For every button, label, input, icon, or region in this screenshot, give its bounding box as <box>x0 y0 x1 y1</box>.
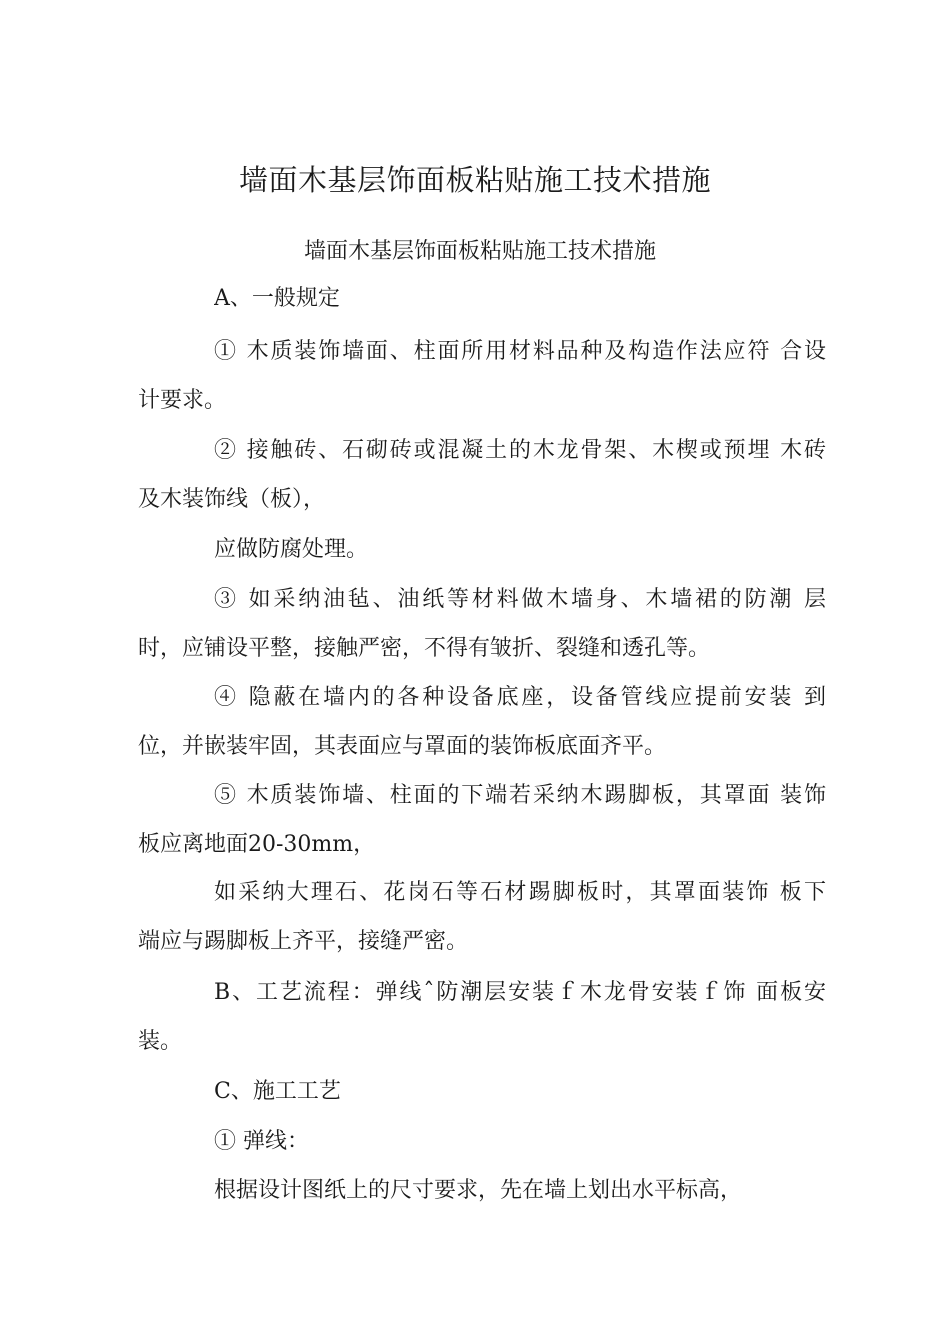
paragraph-line: 根据设计图纸上的尺寸要求，先在墙上划出水平标高， <box>214 1178 743 1203</box>
paragraph-line: ② 接触砖、石砌砖或混凝土的木龙骨架、木楔或预埋 木砖 <box>214 438 826 463</box>
subheading-line: ① 弹线： <box>214 1129 309 1154</box>
paragraph-line: 时，应铺设平整，接触严密，不得有皱折、裂缝和透孔等。 <box>138 636 711 661</box>
paragraph-line: ④ 隐蔽在墙内的各种设备底座，设备管线应提前安装 到 <box>214 685 826 710</box>
section-c-heading: C、施工工艺 <box>214 1079 341 1104</box>
paragraph-line: ① 木质装饰墙面、柱面所用材料品种及构造作法应符 合设 <box>214 339 826 364</box>
paragraph-line: 装。 <box>138 1029 183 1054</box>
paragraph-line: 应做防腐处理。 <box>214 537 369 562</box>
paragraph-line: 及木装饰线（板）， <box>138 487 326 512</box>
paragraph-line: 如采纳大理石、花岗石等石材踢脚板时，其罩面装饰 板下 <box>214 880 826 905</box>
section-b-line: B、工艺流程：弹线ˆ防潮层安装ｆ木龙骨安装ｆ饰 面板安 <box>214 980 826 1005</box>
document-subtitle: 墙面木基层饰面板粘贴施工技术措施 <box>303 239 656 264</box>
paragraph-line: 位，并嵌装牢固，其表面应与罩面的装饰板底面齐平。 <box>138 734 667 759</box>
section-a-heading: A、一般规定 <box>214 286 340 311</box>
paragraph-line: 板应离地面20-30mm， <box>138 832 376 857</box>
paragraph-line: ③ 如采纳油毡、油纸等材料做木墙身、木墙裙的防潮 层 <box>214 587 826 612</box>
document-title: 墙面木基层饰面板粘贴施工技术措施 <box>238 163 711 197</box>
paragraph-line: ⑤ 木质装饰墙、柱面的下端若采纳木踢脚板，其罩面 装饰 <box>214 783 826 808</box>
paragraph-line: 端应与踢脚板上齐平，接缝严密。 <box>138 929 469 954</box>
paragraph-line: 计要求。 <box>138 388 227 413</box>
